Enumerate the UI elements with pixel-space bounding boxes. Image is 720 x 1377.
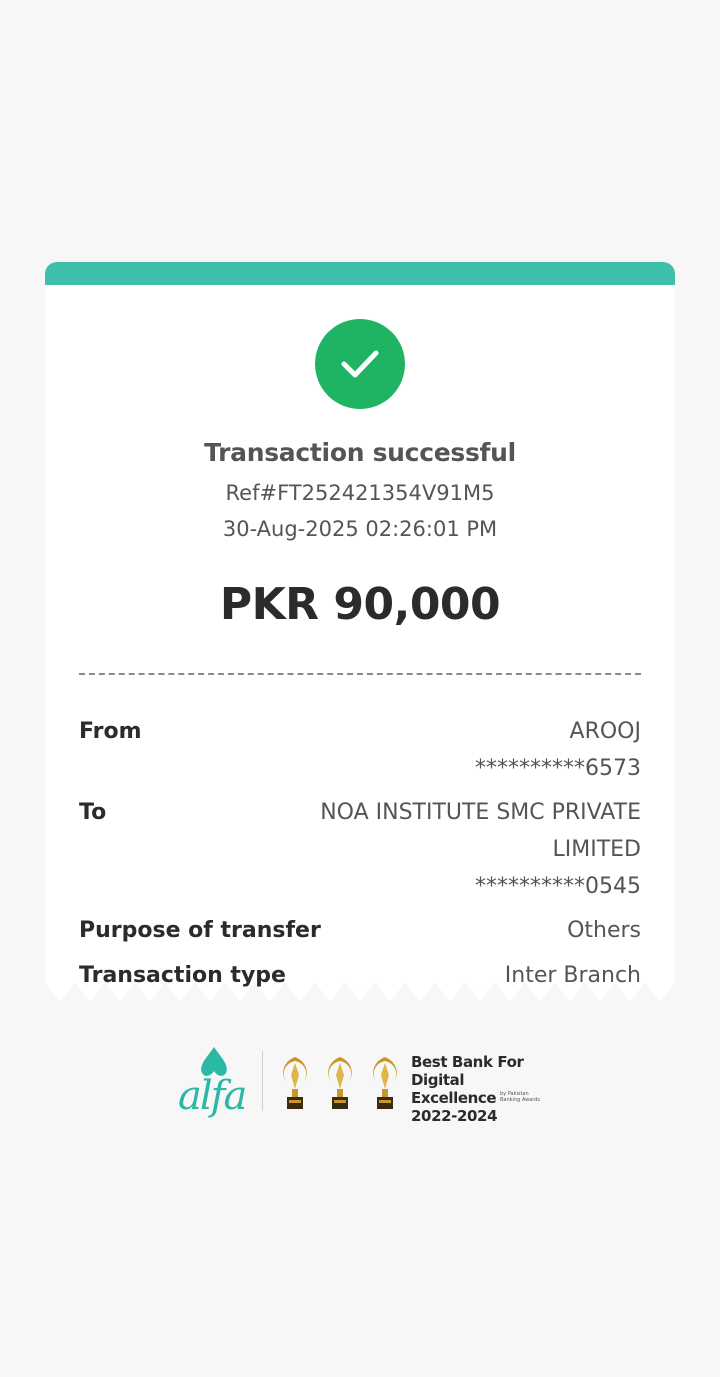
trophy-icon	[366, 1051, 404, 1111]
from-label: From	[79, 719, 142, 744]
status-title: Transaction successful	[204, 438, 516, 467]
trophy-icon	[276, 1051, 314, 1111]
receipt-body	[45, 285, 675, 988]
to-name-line1: NOA INSTITUTE SMC PRIVATE	[320, 800, 641, 825]
alfa-logo-text: alfa	[178, 1073, 246, 1119]
transaction-receipt	[45, 262, 675, 1002]
type-value: Inter Branch	[504, 963, 641, 988]
transaction-datetime: 30-Aug-2025 02:26:01 PM	[222, 517, 498, 541]
award-text	[411, 1053, 548, 1125]
dashed-divider	[79, 673, 641, 675]
from-name: AROOJ	[569, 719, 641, 744]
receipt-header-bar	[45, 262, 675, 285]
success-check-icon	[315, 319, 405, 409]
reference-number: Ref#FT252421354V91M5	[225, 481, 495, 505]
award-line3: 2022-2024	[411, 1107, 498, 1125]
type-label: Transaction type	[79, 963, 286, 988]
trophy-icon	[321, 1051, 359, 1111]
award-line1: Best Bank For	[411, 1053, 524, 1071]
purpose-value: Others	[567, 918, 641, 943]
to-name-line2: LIMITED	[552, 837, 641, 862]
transaction-amount: PKR 90,000	[219, 579, 501, 630]
logo-separator	[262, 1051, 263, 1111]
footer-brand-banner	[178, 1045, 548, 1125]
to-label: To	[79, 800, 107, 825]
award-source: by Pakistan Banking Awards	[500, 1091, 540, 1103]
from-value	[475, 713, 641, 787]
from-account: **********6573	[475, 756, 641, 781]
purpose-label: Purpose of transfer	[79, 918, 321, 943]
award-line2: Digital Excellence	[411, 1071, 497, 1107]
to-account: **********0545	[475, 874, 641, 899]
to-value	[320, 794, 641, 905]
